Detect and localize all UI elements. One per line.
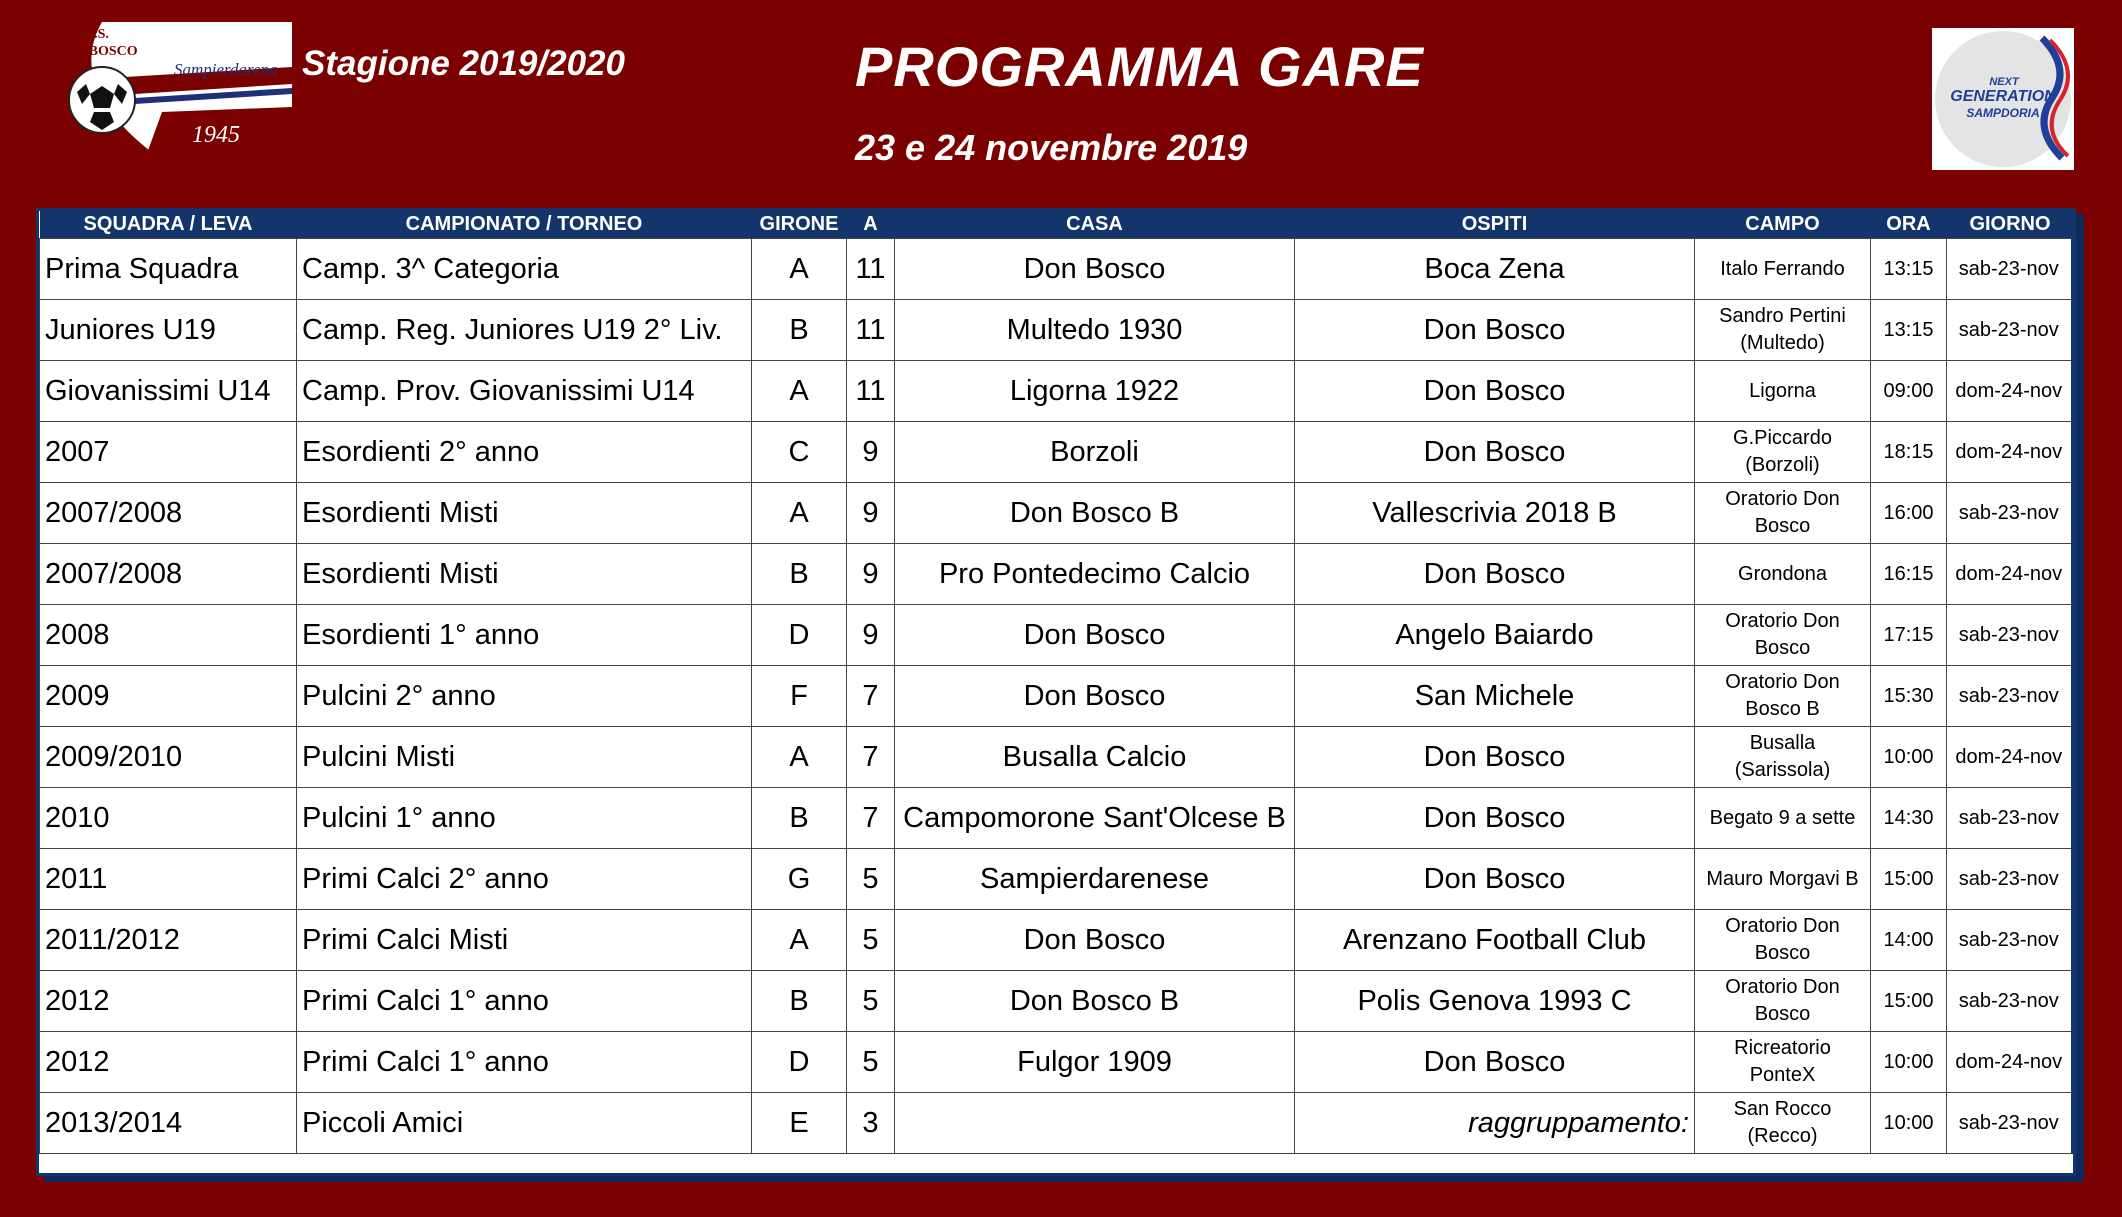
cell-giorno: sab-23-nov — [1947, 483, 2074, 544]
cell-a: 7 — [847, 727, 895, 788]
cell-ospiti: Don Bosco — [1295, 422, 1695, 483]
cell-a: 11 — [847, 300, 895, 361]
cell-casa: Fulgor 1909 — [895, 1032, 1295, 1093]
cell-casa: Don Bosco — [895, 910, 1295, 971]
cell-campionato: Camp. Reg. Juniores U19 2° Liv. — [297, 300, 752, 361]
cell-campionato: Primi Calci 1° anno — [297, 971, 752, 1032]
cell-ospiti: Don Bosco — [1295, 788, 1695, 849]
cell-giorno: dom-24-nov — [1947, 544, 2074, 605]
cell-casa: Don Bosco — [895, 605, 1295, 666]
cell-giorno: sab-23-nov — [1947, 239, 2074, 300]
col-header-campionato: CAMPIONATO / TORNEO — [297, 211, 752, 239]
col-header-ospiti: OSPITI — [1295, 211, 1695, 239]
cell-a: 7 — [847, 666, 895, 727]
table-row — [40, 727, 2074, 788]
cell-girone: D — [752, 605, 847, 666]
matches-table-container — [36, 208, 2076, 1176]
cell-squadra: Juniores U19 — [40, 300, 297, 361]
table-row — [40, 1032, 2074, 1093]
cell-ospiti: Don Bosco — [1295, 1032, 1695, 1093]
cell-ospiti: Arenzano Football Club — [1295, 910, 1695, 971]
cell-ora: 16:00 — [1871, 483, 1947, 544]
cell-ora: 15:30 — [1871, 666, 1947, 727]
cell-girone: C — [752, 422, 847, 483]
cell-a: 9 — [847, 483, 895, 544]
sponsor-text-next: NEXT — [1989, 76, 2019, 88]
logo-text-year: 1945 — [192, 122, 240, 148]
cell-girone: B — [752, 544, 847, 605]
sponsor-logo — [1932, 28, 2074, 170]
cell-campionato: Piccoli Amici — [297, 1093, 752, 1154]
cell-giorno: sab-23-nov — [1947, 849, 2074, 910]
cell-casa: Don Bosco — [895, 239, 1295, 300]
cell-campo: Sandro Pertini (Multedo) — [1695, 300, 1871, 361]
cell-a: 3 — [847, 1093, 895, 1154]
cell-giorno: sab-23-nov — [1947, 910, 2074, 971]
cell-ospiti: Don Bosco — [1295, 300, 1695, 361]
cell-ora: 13:15 — [1871, 300, 1947, 361]
cell-a: 5 — [847, 849, 895, 910]
cell-campo: Busalla (Sarissola) — [1695, 727, 1871, 788]
col-header-casa: CASA — [895, 211, 1295, 239]
cell-ora: 10:00 — [1871, 1093, 1947, 1154]
table-row — [40, 361, 2074, 422]
cell-girone: A — [752, 727, 847, 788]
cell-giorno: sab-23-nov — [1947, 605, 2074, 666]
cell-campionato: Primi Calci 2° anno — [297, 849, 752, 910]
cell-ospiti: Boca Zena — [1295, 239, 1695, 300]
cell-campo: Begato 9 a sette — [1695, 788, 1871, 849]
cell-ora: 14:00 — [1871, 910, 1947, 971]
cell-squadra: 2007 — [40, 422, 297, 483]
cell-squadra: Prima Squadra — [40, 239, 297, 300]
cell-a: 5 — [847, 1032, 895, 1093]
cell-squadra: 2008 — [40, 605, 297, 666]
table-row — [40, 239, 2074, 300]
cell-girone: A — [752, 239, 847, 300]
cell-campionato: Esordienti Misti — [297, 544, 752, 605]
cell-a: 11 — [847, 239, 895, 300]
table-row — [40, 483, 2074, 544]
cell-ora: 15:00 — [1871, 849, 1947, 910]
cell-ora: 18:15 — [1871, 422, 1947, 483]
cell-girone: A — [752, 361, 847, 422]
cell-campo: Oratorio Don Bosco — [1695, 483, 1871, 544]
cell-campionato: Esordienti Misti — [297, 483, 752, 544]
cell-giorno: sab-23-nov — [1947, 971, 2074, 1032]
sponsor-text-generation: GENERATION — [1950, 88, 2056, 105]
cell-giorno: sab-23-nov — [1947, 788, 2074, 849]
cell-casa: Sampierdarenese — [895, 849, 1295, 910]
col-header-squadra: SQUADRA / LEVA — [40, 211, 297, 239]
cell-ora: 15:00 — [1871, 971, 1947, 1032]
cell-campo: Oratorio Don Bosco — [1695, 605, 1871, 666]
cell-giorno: sab-23-nov — [1947, 1093, 2074, 1154]
cell-ospiti: Angelo Baiardo — [1295, 605, 1695, 666]
cell-casa — [895, 1093, 1295, 1154]
cell-girone: G — [752, 849, 847, 910]
cell-casa: Ligorna 1922 — [895, 361, 1295, 422]
col-header-ora: ORA — [1871, 211, 1947, 239]
cell-squadra: 2011/2012 — [40, 910, 297, 971]
cell-girone: A — [752, 483, 847, 544]
cell-casa: Borzoli — [895, 422, 1295, 483]
cell-a: 5 — [847, 971, 895, 1032]
cell-ora: 14:30 — [1871, 788, 1947, 849]
cell-campo: Mauro Morgavi B — [1695, 849, 1871, 910]
cell-campo: Ricreatorio PonteX — [1695, 1032, 1871, 1093]
cell-giorno: sab-23-nov — [1947, 666, 2074, 727]
cell-girone: B — [752, 300, 847, 361]
cell-casa: Don Bosco B — [895, 483, 1295, 544]
cell-squadra: 2007/2008 — [40, 544, 297, 605]
cell-giorno: dom-24-nov — [1947, 727, 2074, 788]
cell-campo: Ligorna — [1695, 361, 1871, 422]
cell-ora: 17:15 — [1871, 605, 1947, 666]
cell-campionato: Camp. Prov. Giovanissimi U14 — [297, 361, 752, 422]
cell-a: 11 — [847, 361, 895, 422]
cell-squadra: 2007/2008 — [40, 483, 297, 544]
table-row — [40, 1093, 2074, 1154]
cell-girone: D — [752, 1032, 847, 1093]
matches-table — [39, 211, 2077, 1154]
cell-casa: Don Bosco B — [895, 971, 1295, 1032]
cell-campionato: Pulcini 2° anno — [297, 666, 752, 727]
page-title: PROGRAMMA GARE — [855, 35, 1424, 98]
cell-a: 5 — [847, 910, 895, 971]
cell-campionato: Esordienti 1° anno — [297, 605, 752, 666]
page-subtitle: 23 e 24 novembre 2019 — [855, 127, 1248, 168]
cell-ora: 13:15 — [1871, 239, 1947, 300]
col-header-giorno: GIORNO — [1947, 211, 2074, 239]
cell-campionato: Primi Calci 1° anno — [297, 1032, 752, 1093]
cell-campo: Grondona — [1695, 544, 1871, 605]
cell-giorno: dom-24-nov — [1947, 422, 2074, 483]
cell-campo: Italo Ferrando — [1695, 239, 1871, 300]
cell-squadra: 2011 — [40, 849, 297, 910]
cell-ora: 09:00 — [1871, 361, 1947, 422]
cell-casa: Campomorone Sant'Olcese B — [895, 788, 1295, 849]
cell-squadra: 2009/2010 — [40, 727, 297, 788]
cell-ospiti: Don Bosco — [1295, 849, 1695, 910]
cell-ora: 10:00 — [1871, 727, 1947, 788]
cell-squadra: 2012 — [40, 1032, 297, 1093]
club-logo — [42, 22, 292, 167]
table-row — [40, 605, 2074, 666]
cell-casa: Busalla Calcio — [895, 727, 1295, 788]
cell-campionato: Pulcini 1° anno — [297, 788, 752, 849]
cell-squadra: 2010 — [40, 788, 297, 849]
cell-a: 9 — [847, 422, 895, 483]
col-header-a: A — [847, 211, 895, 239]
table-row — [40, 910, 2074, 971]
cell-squadra: 2013/2014 — [40, 1093, 297, 1154]
cell-a: 7 — [847, 788, 895, 849]
cell-campo: Oratorio Don Bosco — [1695, 971, 1871, 1032]
cell-campo: G.Piccardo (Borzoli) — [1695, 422, 1871, 483]
cell-ospiti: raggruppamento: — [1295, 1093, 1695, 1154]
cell-campo: Oratorio Don Bosco — [1695, 910, 1871, 971]
cell-girone: A — [752, 910, 847, 971]
cell-a: 9 — [847, 605, 895, 666]
cell-squadra: 2012 — [40, 971, 297, 1032]
table-row — [40, 422, 2074, 483]
cell-giorno: dom-24-nov — [1947, 361, 2074, 422]
cell-a: 9 — [847, 544, 895, 605]
col-header-girone: GIRONE — [752, 211, 847, 239]
cell-ora: 16:15 — [1871, 544, 1947, 605]
cell-campionato: Primi Calci Misti — [297, 910, 752, 971]
cell-casa: Multedo 1930 — [895, 300, 1295, 361]
cell-campo: Oratorio Don Bosco B — [1695, 666, 1871, 727]
cell-ospiti: Vallescrivia 2018 B — [1295, 483, 1695, 544]
logo-text-donbosco: DON BOSCO — [54, 44, 138, 59]
sponsor-text-sampdoria: SAMPDORIA — [1966, 106, 2040, 120]
cell-campionato: Esordienti 2° anno — [297, 422, 752, 483]
logo-text-sampierdarena: Sampierdarena — [174, 60, 278, 79]
table-row — [40, 666, 2074, 727]
cell-giorno: sab-23-nov — [1947, 300, 2074, 361]
cell-casa: Don Bosco — [895, 666, 1295, 727]
cell-girone: B — [752, 971, 847, 1032]
cell-squadra: 2009 — [40, 666, 297, 727]
cell-girone: E — [752, 1093, 847, 1154]
table-row — [40, 971, 2074, 1032]
cell-ospiti: San Michele — [1295, 666, 1695, 727]
cell-giorno: dom-24-nov — [1947, 1032, 2074, 1093]
cell-ospiti: Don Bosco — [1295, 361, 1695, 422]
cell-casa: Pro Pontedecimo Calcio — [895, 544, 1295, 605]
cell-campionato: Pulcini Misti — [297, 727, 752, 788]
cell-campo: San Rocco (Recco) — [1695, 1093, 1871, 1154]
cell-girone: B — [752, 788, 847, 849]
cell-campionato: Camp. 3^ Categoria — [297, 239, 752, 300]
season-label: Stagione 2019/2020 — [302, 44, 625, 83]
cell-squadra: Giovanissimi U14 — [40, 361, 297, 422]
cell-ospiti: Polis Genova 1993 C — [1295, 971, 1695, 1032]
table-row — [40, 544, 2074, 605]
table-header-row — [40, 211, 2074, 239]
table-row — [40, 788, 2074, 849]
cell-ospiti: Don Bosco — [1295, 544, 1695, 605]
col-header-campo: CAMPO — [1695, 211, 1871, 239]
cell-ospiti: Don Bosco — [1295, 727, 1695, 788]
table-row — [40, 300, 2074, 361]
logo-text-us: U.S. — [84, 27, 109, 42]
table-row — [40, 849, 2074, 910]
cell-girone: F — [752, 666, 847, 727]
cell-ora: 10:00 — [1871, 1032, 1947, 1093]
